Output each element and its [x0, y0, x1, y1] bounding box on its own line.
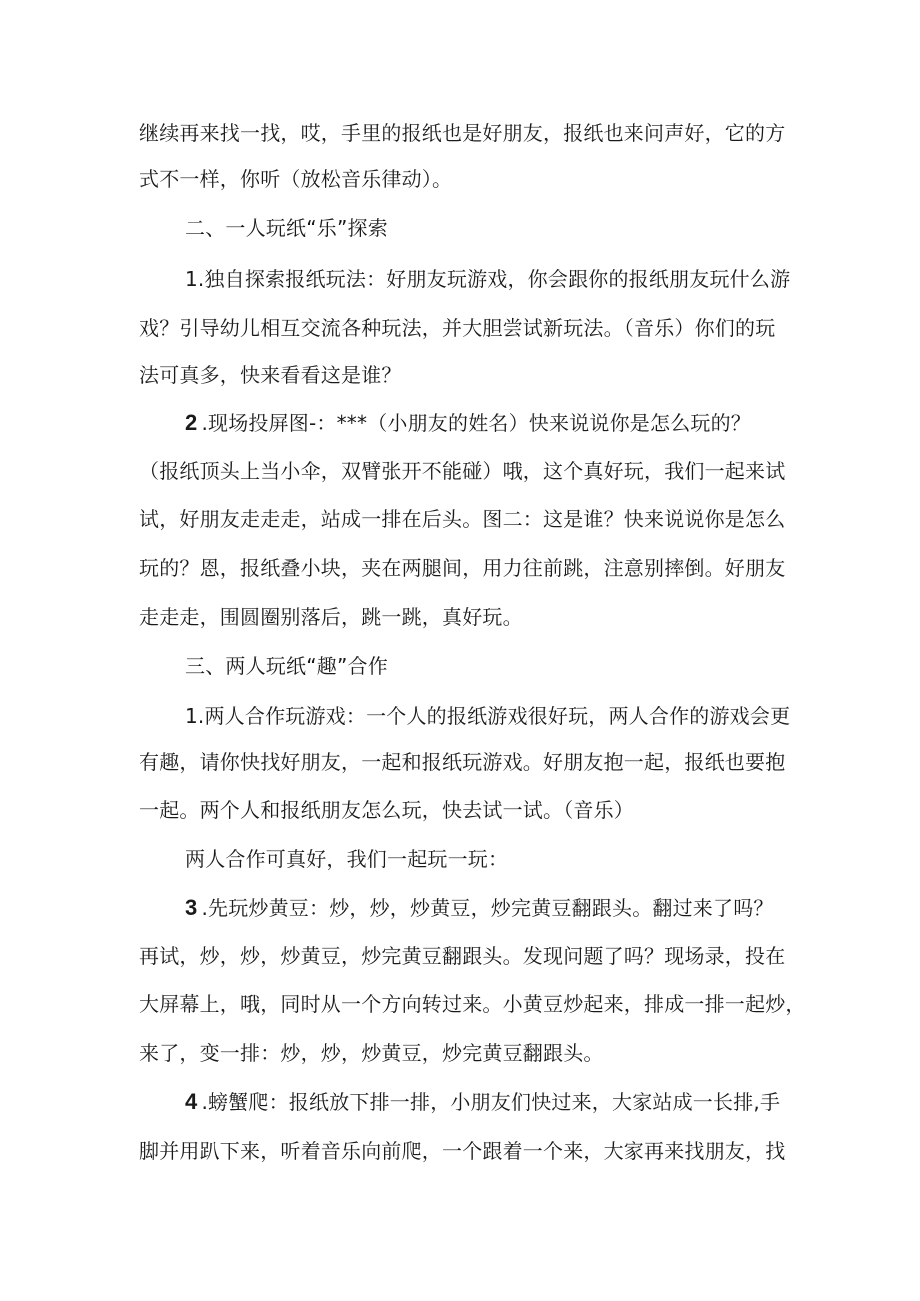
paragraph-line: （报纸顶头上当小伞，双臂张开不能碰）哦，这个真好玩，我们一起来试: [139, 459, 786, 483]
section-heading: 二、一人玩纸“乐”探索: [185, 216, 388, 240]
paragraph-line: 式不一样，你听（放松音乐律动）。: [139, 167, 453, 191]
list-item-line: [185, 1087, 780, 1117]
paragraph-line: 再试，炒，炒，炒黄豆，炒完黄豆翻跟头。发现问题了吗？现场录，投在: [139, 944, 786, 968]
paragraph-line: 一起。两个人和报纸朋友怎么玩，快去试一试。（音乐）: [139, 798, 634, 822]
paragraph-line: 大屏幕上，哦，同时从一个方向转过来。小黄豆炒起来，排成一排一起炒，: [139, 992, 806, 1016]
paragraph-line: 戏？引导幼儿相互交流各种玩法，并大胆尝试新玩法。（音乐）你们的玩: [139, 316, 776, 340]
list-number: 4: [185, 1089, 198, 1114]
paragraph-line: 1.独自探索报纸玩法：好朋友玩游戏，你会跟你的报纸朋友玩什么游: [185, 267, 791, 291]
paragraph-line: 1.两人合作玩游戏：一个人的报纸游戏很好玩，两人合作的游戏会更: [185, 704, 791, 728]
list-item-text: .现场投屏图-：***（小朋友的姓名）快来说说你是怎么玩的？: [201, 411, 752, 435]
paragraph-line: 试，好朋友走走走，站成一排在后头。图二：这是谁？快来说说你是怎么: [139, 507, 786, 531]
paragraph-line: 脚并用趴下来，听着音乐向前爬，一个跟着一个来，大家再来找朋友，找: [139, 1139, 786, 1163]
paragraph-line: 有趣，请你快找好朋友，一起和报纸玩游戏。好朋友抱一起，报纸也要抱: [139, 750, 786, 774]
list-number: 2: [185, 410, 198, 435]
paragraph-line: 走走走，围圆圈别落后，跳一跳，真好玩。: [139, 605, 523, 629]
paragraph-line: 继续再来找一找，哎，手里的报纸也是好朋友，报纸也来问声好，它的方: [139, 121, 786, 145]
list-item-text: .螃蟹爬：报纸放下排一排，小朋友们快过来，大家站成一长排,手: [201, 1090, 781, 1114]
list-item-line: [185, 893, 774, 923]
paragraph-line: 来了，变一排：炒，炒，炒黄豆，炒完黄豆翻跟头。: [139, 1041, 604, 1065]
section-heading: 三、两人玩纸“趣”合作: [185, 654, 388, 678]
list-number: 3: [185, 895, 198, 920]
list-item-line: [185, 408, 751, 438]
paragraph-line: 玩的？恩，报纸叠小块，夹在两腿间，用力往前跳，注意别摔倒。好朋友: [139, 556, 786, 580]
paragraph-line: 两人合作可真好，我们一起玩一玩：: [185, 847, 509, 871]
list-item-text: .先玩炒黄豆：炒，炒，炒黄豆，炒完黄豆翻跟头。翻过来了吗？: [201, 896, 774, 920]
paragraph-line: 法可真多，快来看看这是谁？: [139, 363, 402, 387]
